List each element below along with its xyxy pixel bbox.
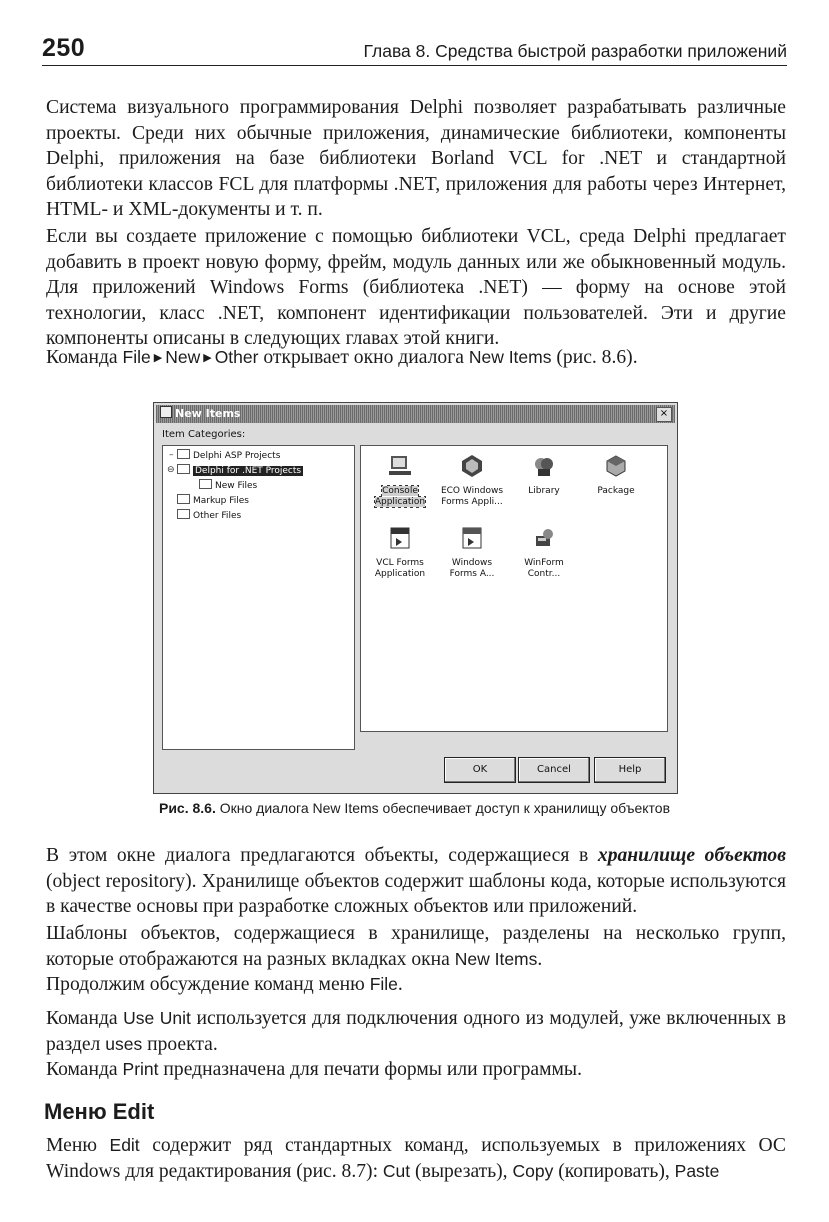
library-icon (532, 454, 556, 478)
help-button[interactable]: Help (594, 757, 666, 783)
item-vcl-forms-application[interactable]: VCL Forms Application (365, 526, 435, 580)
item-library[interactable]: Library (509, 454, 579, 497)
folder-icon (177, 494, 190, 504)
page-number: 250 (42, 34, 86, 62)
vcl-form-icon (388, 526, 412, 550)
tree-item-delphi-net[interactable]: Delphi for .NET Projects (177, 464, 303, 476)
menu-arrow-icon: ▶ (203, 352, 212, 364)
menu-arrow-icon: ▶ (153, 352, 163, 364)
tree-item-markup-files[interactable]: Markup Files (177, 494, 249, 506)
ok-button[interactable]: OK (444, 757, 516, 783)
folder-icon (177, 464, 190, 474)
section-heading: Меню Edit (44, 1099, 155, 1124)
category-tree[interactable] (162, 445, 355, 750)
header-rule (42, 65, 787, 66)
menu-new: New (165, 347, 201, 367)
cancel-button[interactable]: Cancel (518, 757, 590, 783)
paragraph-print: Команда Print предназначена для печати формы или программы. (46, 1059, 582, 1080)
paragraph-intro: Система визуального программирования Delphi позволяет разрабатывать различные проекты. Среди них обычные приложения, динамические библиотеки, компоненты Delphi, приложения на базе библиотеки Borland VCL for .NET и стандартной библиотеки классов FCL для платформы .NET, приложения для работы через Интернет, HTML- и XML-документы и т. п. (46, 97, 786, 221)
menu-other: Other (214, 347, 259, 367)
tree-collapse-icon[interactable]: ⊖ (167, 465, 175, 475)
item-winform-control[interactable]: WinForm Contr... (509, 526, 579, 580)
paragraph-templates: Шаблоны объектов, содержащиеся в хранилище, разделены на несколько групп, которые отображаются на разных вкладках окна New Items. (46, 923, 786, 970)
figure-caption: Рис. 8.6. Окно диалога New Items обеспечивает доступ к хранилищу объектов (158, 800, 671, 816)
console-icon (388, 454, 412, 478)
dialog-titlebar (156, 405, 675, 423)
winform-control-icon (532, 526, 556, 550)
paragraph-use-unit: Команда Use Unit используется для подключения одного из модулей, уже включенных в раздел uses проекта. (46, 1008, 787, 1055)
dialog-title: New Items (175, 407, 241, 420)
tree-expander-icon[interactable]: – (169, 450, 174, 460)
tree-item-other-files[interactable]: Other Files (177, 509, 241, 521)
menu-file: File (122, 347, 151, 367)
item-console-application[interactable]: Console Application (365, 454, 435, 508)
paragraph-edit-menu: Меню Edit содержит ряд стандартных команд, используемых в приложениях ОС Windows для редактирования (рис. 8.7): Cut (вырезать), Copy (копировать), Paste (46, 1135, 786, 1182)
close-button[interactable]: × (656, 407, 672, 422)
package-icon (604, 454, 628, 478)
folder-icon (199, 479, 212, 489)
folder-icon (177, 449, 190, 459)
emphasis-term: хранилище объектов (597, 845, 786, 866)
paragraph-file-new: Команда File ▶ New ▶ Other открывает окно диалога New Items (рис. 8.6). (46, 347, 638, 368)
paragraph-vcl: Если вы создаете приложение с помощью библиотеки VCL, среда Delphi предлагает добавить в проект новую форму, фрейм, модуль данных или же обыкновенный модуль. Для приложений Windows Forms (библиотека .NET) — форму на основе этой технологии, класс .NET, компонент идентификации пользователей. Эти и другие компоненты описаны в следующих главах этой книги. (46, 226, 786, 350)
item-windows-forms-application[interactable]: Windows Forms A... (437, 526, 507, 580)
eco-icon (460, 454, 484, 478)
winforms-icon (460, 526, 484, 550)
folder-icon (177, 509, 190, 519)
new-items-dialog (153, 402, 678, 794)
app-icon (160, 406, 172, 418)
item-list[interactable] (360, 445, 668, 732)
tree-item-new-files[interactable]: New Files (199, 479, 257, 491)
item-package[interactable]: Package (581, 454, 651, 497)
categories-label: Item Categories: (162, 429, 246, 440)
item-eco-windows-forms[interactable]: ECO Windows Forms Appli... (437, 454, 507, 508)
running-header: Глава 8. Средства быстрой разработки приложений (363, 41, 787, 61)
paragraph-repository: В этом окне диалога предлагаются объекты, содержащиеся в хранилище объектов (object repository). Хранилище объектов содержит шаблоны кода, которые используются в качестве основы при разработке сложных объектов или приложений. (46, 845, 786, 918)
tree-item-delphi-asp[interactable]: Delphi ASP Projects (177, 449, 280, 461)
paragraph-continue: Продолжим обсуждение команд меню File. (46, 974, 403, 995)
